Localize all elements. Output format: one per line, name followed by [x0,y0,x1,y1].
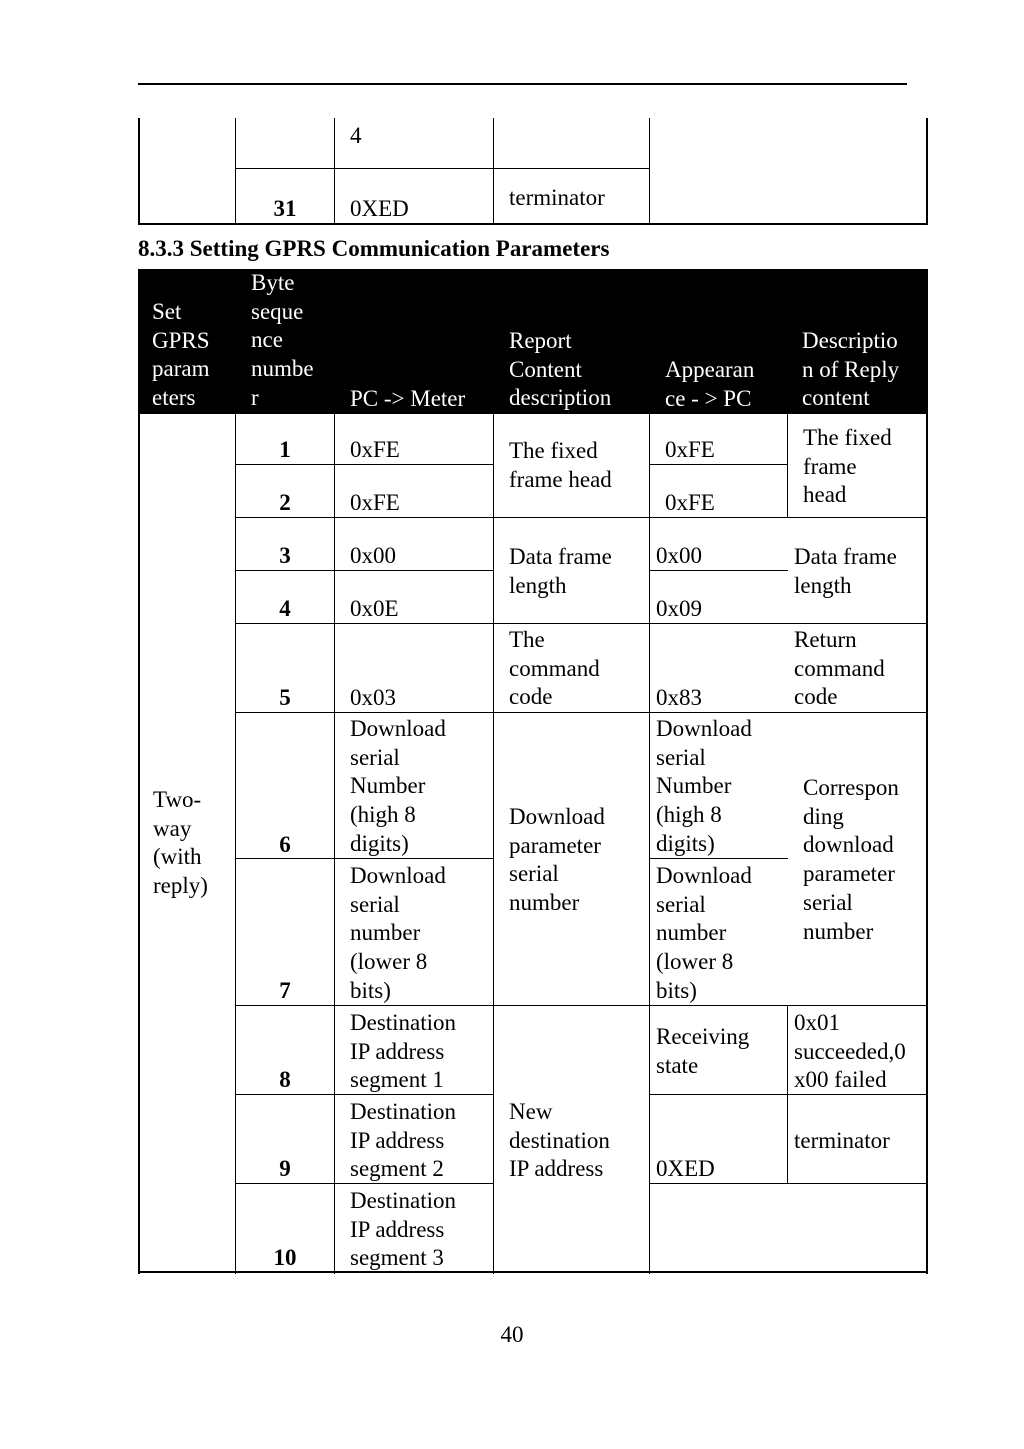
header-appear: Appearan ce - > PC [665,357,755,411]
row-8-reply: 0x01 succeeded,0 x00 failed [794,1010,906,1093]
section-title: 8.3.3 Setting GPRS Communication Parameters [138,236,610,261]
row-6-appear: Download serial Number (high 8 digits) [656,716,752,856]
dl-reply: Correspon ding download parameter serial number [803,775,899,944]
row-8-appear: Receiving state [656,1024,750,1078]
row-10-pc: Destination IP address segment 3 [350,1188,457,1271]
page-number: 40 [500,1322,524,1347]
row-4-seq: 4 [279,596,291,621]
len-reply: Data frame length [794,544,897,598]
row-2-appear: 0xFE [665,490,715,515]
header-pc-meter: PC -> Meter [350,386,466,411]
mode-cell: Two- way (with reply) [153,787,208,899]
row-2-pc: 0xFE [350,490,400,515]
row-7-pc: Download serial number (lower 8 bits) [350,863,446,1003]
header-reply: Descriptio n of Reply content [802,328,900,411]
table-header [138,269,928,414]
row-1-pc: 0xFE [350,437,400,462]
row-5-desc: The command code [509,627,600,710]
row-10-seq: 10 [273,1245,297,1270]
header-rule [138,83,907,85]
top-r1-hex: 4 [350,123,362,148]
row-9-seq: 9 [279,1156,291,1181]
row-1-appear: 0xFE [665,437,715,462]
row-5-pc: 0x03 [350,685,396,710]
ip-desc: New destination IP address [509,1099,610,1182]
head-desc: The fixed frame head [509,438,612,492]
row-8-seq: 8 [279,1067,291,1092]
head-reply: The fixed frame head [803,425,892,508]
row-6-seq: 6 [279,832,291,857]
row-4-pc: 0x0E [350,596,399,621]
row-7-seq: 7 [279,978,291,1003]
header-report: Report Content description [509,328,612,411]
row-7-appear: Download serial number (lower 8 bits) [656,863,752,1003]
row-1-seq: 1 [279,437,291,462]
row-4-appear: 0x09 [656,596,702,621]
header-set: Set GPRS param eters [152,299,210,411]
row-9-pc: Destination IP address segment 2 [350,1099,457,1182]
dl-desc: Download parameter serial number [509,804,605,916]
top-r2-seq: 31 [273,196,297,221]
row-2-seq: 2 [279,490,291,515]
top-r2-desc: terminator [509,185,605,210]
row-5-appear: 0x83 [656,685,702,710]
row-9-appear: 0XED [656,1156,715,1181]
len-desc: Data frame length [509,544,612,598]
row-5-reply: Return command code [794,627,885,710]
top-r2-hex: 0XED [350,196,409,221]
row-8-pc: Destination IP address segment 1 [350,1010,457,1093]
row-6-pc: Download serial Number (high 8 digits) [350,716,446,856]
row-3-seq: 3 [279,543,291,568]
row-3-pc: 0x00 [350,543,396,568]
row-3-appear: 0x00 [656,543,702,568]
row-5-seq: 5 [279,685,291,710]
header-seq: Byte seque nce numbe r [251,270,314,410]
row-9-reply: terminator [794,1128,890,1153]
